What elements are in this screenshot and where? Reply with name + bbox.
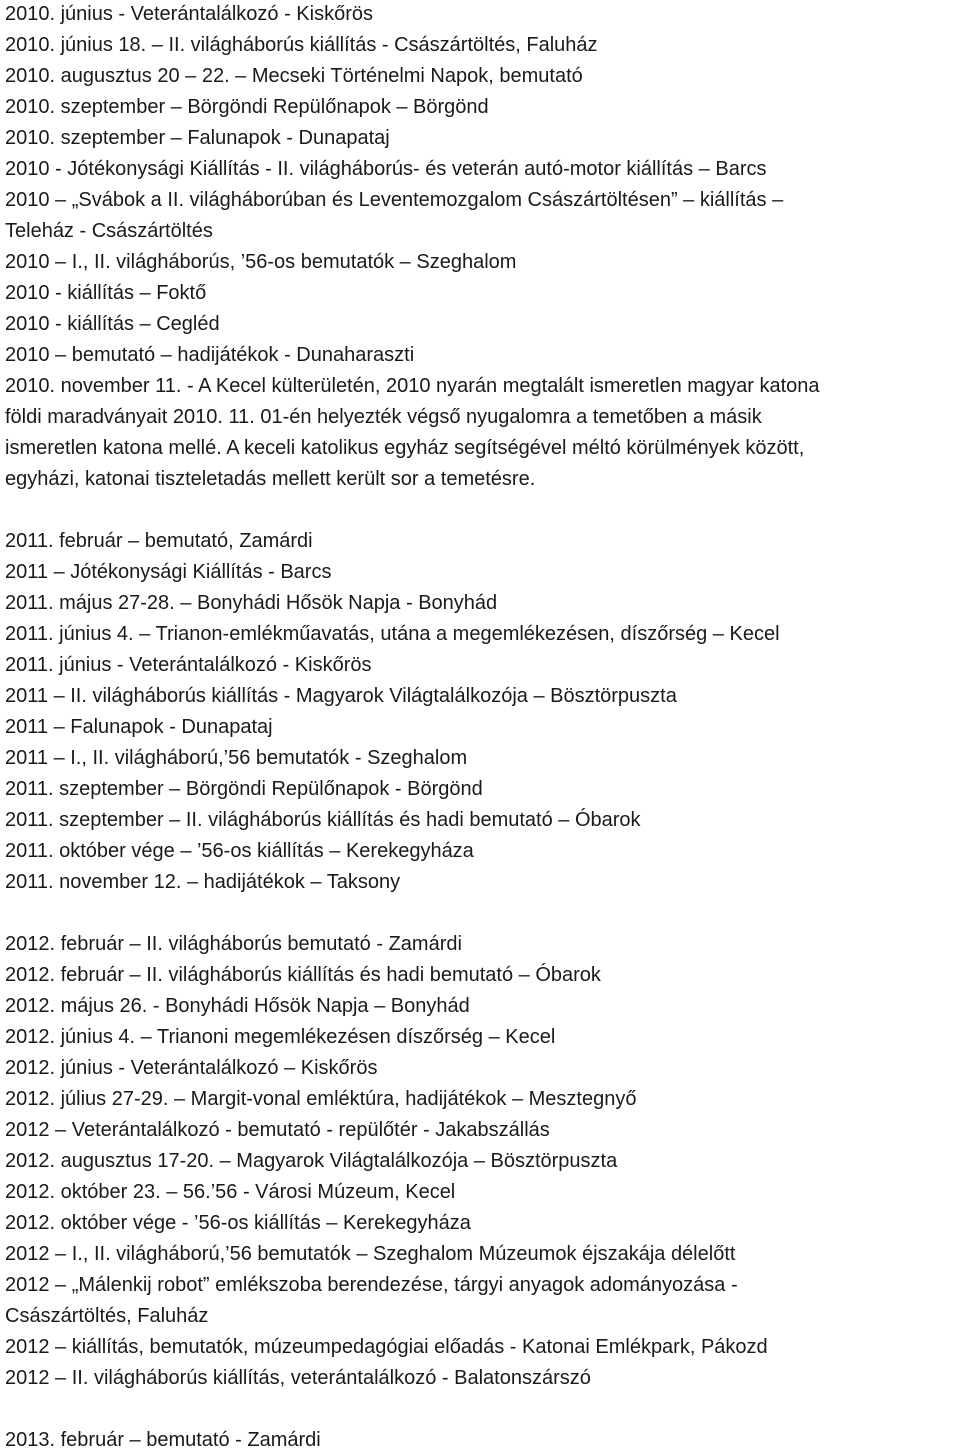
text-line: 2012. október vége - ’56-os kiállítás – Kerekegyháza [5,1212,471,1234]
text-line: 2012. május 26. - Bonyhádi Hősök Napja – Bonyhád [5,995,470,1017]
text-line: 2012. február – II. világháborús bemutató - Zamárdi [5,933,462,955]
text-line: 2012 – „Málenkij robot” emlékszoba berendezése, tárgyi anyagok adományozása - [5,1274,738,1296]
text-line: 2010 - Jótékonysági Kiállítás - II. világháborús- és veterán autó-motor kiállítás – Barcs [5,158,767,180]
text-line: Teleház - Császártöltés [5,220,213,242]
text-line: 2012. június - Veterántalálkozó – Kiskőrös [5,1057,378,1079]
text-line: 2012 – kiállítás, bemutatók, múzeumpedagógiai előadás - Katonai Emlékpark, Pákozd [5,1336,768,1358]
text-line: 2010. június - Veterántalálkozó - Kiskőrös [5,3,373,25]
text-line: 2012. augusztus 17-20. – Magyarok Világtalálkozója – Bösztörpuszta [5,1150,618,1172]
text-line: 2010. szeptember – Falunapok - Dunapataj [5,127,390,149]
text-line: 2010. június 18. – II. világháborús kiállítás - Császártöltés, Faluház [5,34,598,56]
text-line: 2010 - kiállítás – Cegléd [5,313,220,335]
text-line: 2011. február – bemutató, Zamárdi [5,530,313,552]
text-line: 2011. június - Veterántalálkozó - Kiskőrös [5,654,372,676]
text-line: 2011. május 27-28. – Bonyhádi Hősök Napja - Bonyhád [5,592,498,614]
paragraph-gap [5,1394,960,1425]
paragraph-gap [5,898,960,929]
text-line: 2010. november 11. - A Kecel külterületén, 2010 nyarán megtalált ismeretlen magyar katona [5,375,820,397]
text-line: 2012. július 27-29. – Margit-vonal emléktúra, hadijátékok – Mesztegnyő [5,1088,637,1110]
text-line: 2013. február – bemutató - Zamárdi [5,1429,321,1451]
text-line: 2012. június 4. – Trianoni megemlékezésen díszőrség – Kecel [5,1026,556,1048]
text-line: 2011. szeptember – II. világháborús kiállítás és hadi bemutató – Óbarok [5,809,641,831]
text-line: 2010 – I., II. világháborús, ’56-os bemutatók – Szeghalom [5,251,517,273]
text-line: 2011. november 12. – hadijátékok – Taksony [5,871,401,893]
text-line: 2012 – Veterántalálkozó - bemutató - repülőtér - Jakabszállás [5,1119,550,1141]
text-line: 2011. szeptember – Börgöndi Repülőnapok - Börgönd [5,778,483,800]
text-line: 2011 – II. világháborús kiállítás - Magyarok Világtalálkozója – Bösztörpuszta [5,685,677,707]
text-line: 2012. február – II. világháborús kiállítás és hadi bemutató – Óbarok [5,964,601,986]
paragraph-gap [5,495,960,526]
text-line: 2010. szeptember – Börgöndi Repülőnapok – Börgönd [5,96,489,118]
text-line: földi maradványait 2010. 11. 01-én helyezték végső nyugalomra a temetőben a másik [5,406,762,428]
text-line: 2010. augusztus 20 – 22. – Mecseki Történelmi Napok, bemutató [5,65,583,87]
text-line: 2011. június 4. – Trianon-emlékműavatás, utána a megemlékezésen, díszőrség – Kecel [5,623,780,645]
text-line: 2012 – II. világháborús kiállítás, veterántalálkozó - Balatonszárszó [5,1367,591,1389]
text-line: 2010 - kiállítás – Foktő [5,282,207,304]
text-line: 2010 – bemutató – hadijátékok - Dunaharaszti [5,344,415,366]
text-line: egyházi, katonai tiszteletadás mellett került sor a temetésre. [5,468,536,490]
text-line: 2011 – Falunapok - Dunapataj [5,716,273,738]
text-line: 2012 – I., II. világháború,’56 bemutatók – Szeghalom Múzeumok éjszakája délelőtt [5,1243,736,1265]
text-line: 2011 – I., II. világháború,’56 bemutatók - Szeghalom [5,747,468,769]
text-line: 2010 – „Svábok a II. világháborúban és Leventemozgalom Császártöltésen” – kiállítás – [5,189,784,211]
text-line: 2011. október vége – ’56-os kiállítás – Kerekegyháza [5,840,474,862]
text-line: 2012. október 23. – 56.’56 - Városi Múzeum, Kecel [5,1181,456,1203]
text-line: ismeretlen katona mellé. A keceli katolikus egyház segítségével méltó körülmények között, [5,437,805,459]
text-line: 2011 – Jótékonysági Kiállítás - Barcs [5,561,332,583]
document-body [5,0,960,1456]
text-line: Császártöltés, Faluház [5,1305,209,1327]
